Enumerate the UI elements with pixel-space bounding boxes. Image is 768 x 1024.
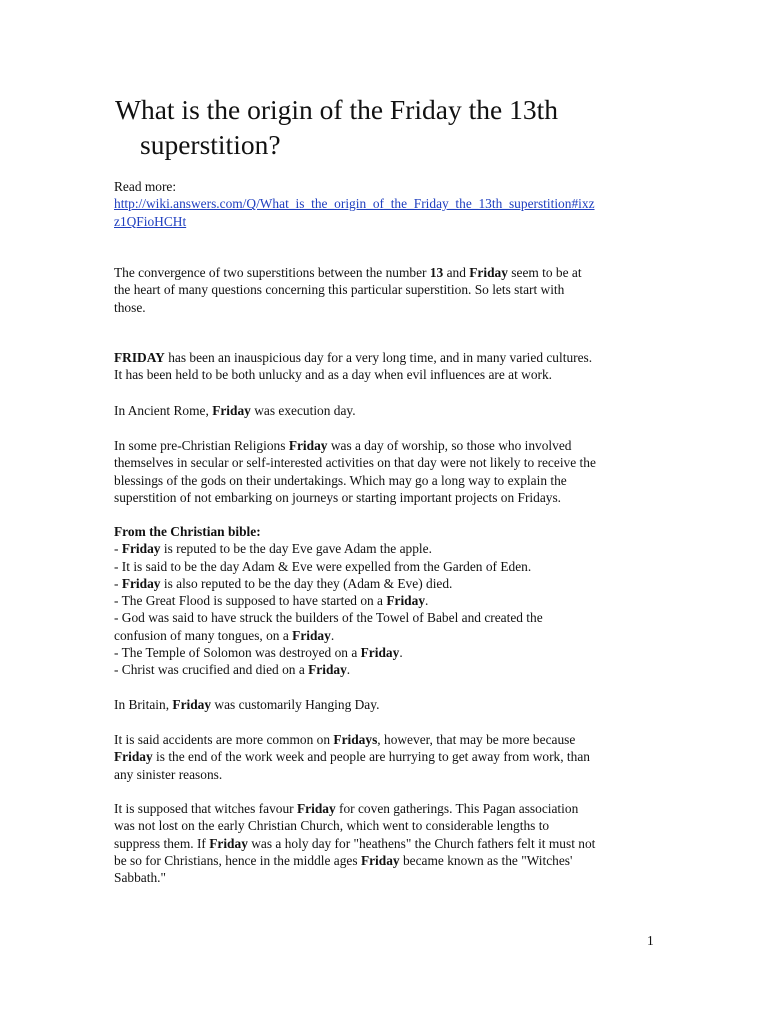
friday-paragraph: FRIDAY has been an inauspicious day for a very long time, and in many varied cultures. It has been held to be both unlucky and as a day when evil influences are at work. <box>114 350 593 383</box>
title-line-1: What is the origin of the Friday the 13th <box>115 94 558 125</box>
rome-paragraph: In Ancient Rome, Friday was execution day. <box>114 403 356 418</box>
pre-christian-paragraph: In some pre-Christian Religions Friday was a day of worship, so those who involved themselves in secular or self-interested activities on that day were not likely to receive the blessings of the gods on their undertakings. Which may go a long way to explain the superstition of not embarking on journeys or starting important projects on Fridays. <box>114 438 596 505</box>
accidents-paragraph: It is said accidents are more common on Fridays, however, that may be more because Friday is the end of the work week and people are hurrying to get away from work, than any sinister reasons. <box>114 732 590 782</box>
page-number: 1 <box>647 933 654 948</box>
britain-paragraph: In Britain, Friday was customarily Hanging Day. <box>114 697 380 712</box>
bible-heading: From the Christian bible: <box>114 524 261 539</box>
witches-paragraph: It is supposed that witches favour Friday for coven gatherings. This Pagan association was not lost on the early Christian Church, which went to considerable lengths to suppress them. If Friday was a holy day for "heathens" the Church fathers felt it must not be so for Christians, hence in the middle ages Friday became known as the "Witches' Sabbath." <box>114 801 596 886</box>
read-more-label: Read more: <box>114 179 177 194</box>
bible-list: From the Christian bible: - Friday is reputed to be the day Eve gave Adam the apple. - It is said to be the day Adam & Eve were expelled from the Garden of Eden. - Friday is also reputed to be the day they (Adam & Eve) died. - The Great Flood is supposed to have started on a Friday. - God was said to have struck the builders of the Towel of Babel and created the confusion of many tongues, on a Friday. - The Temple of Solomon was destroyed on a Friday. - Christ was crucified and died on a Friday. <box>114 524 543 678</box>
read-more-link[interactable]: http://wiki.answers.com/Q/What_is_the_origin_of_the_Friday_the_13th_superstition#ixz z1QFioHCHt <box>114 196 595 229</box>
intro-paragraph: The convergence of two superstitions between the number 13 and Friday seem to be at the heart of many questions concerning this particular superstition. So lets start with those. <box>114 265 582 315</box>
page-title <box>115 92 715 162</box>
title-line-2: superstition? <box>140 129 281 160</box>
read-more-block <box>114 178 674 230</box>
